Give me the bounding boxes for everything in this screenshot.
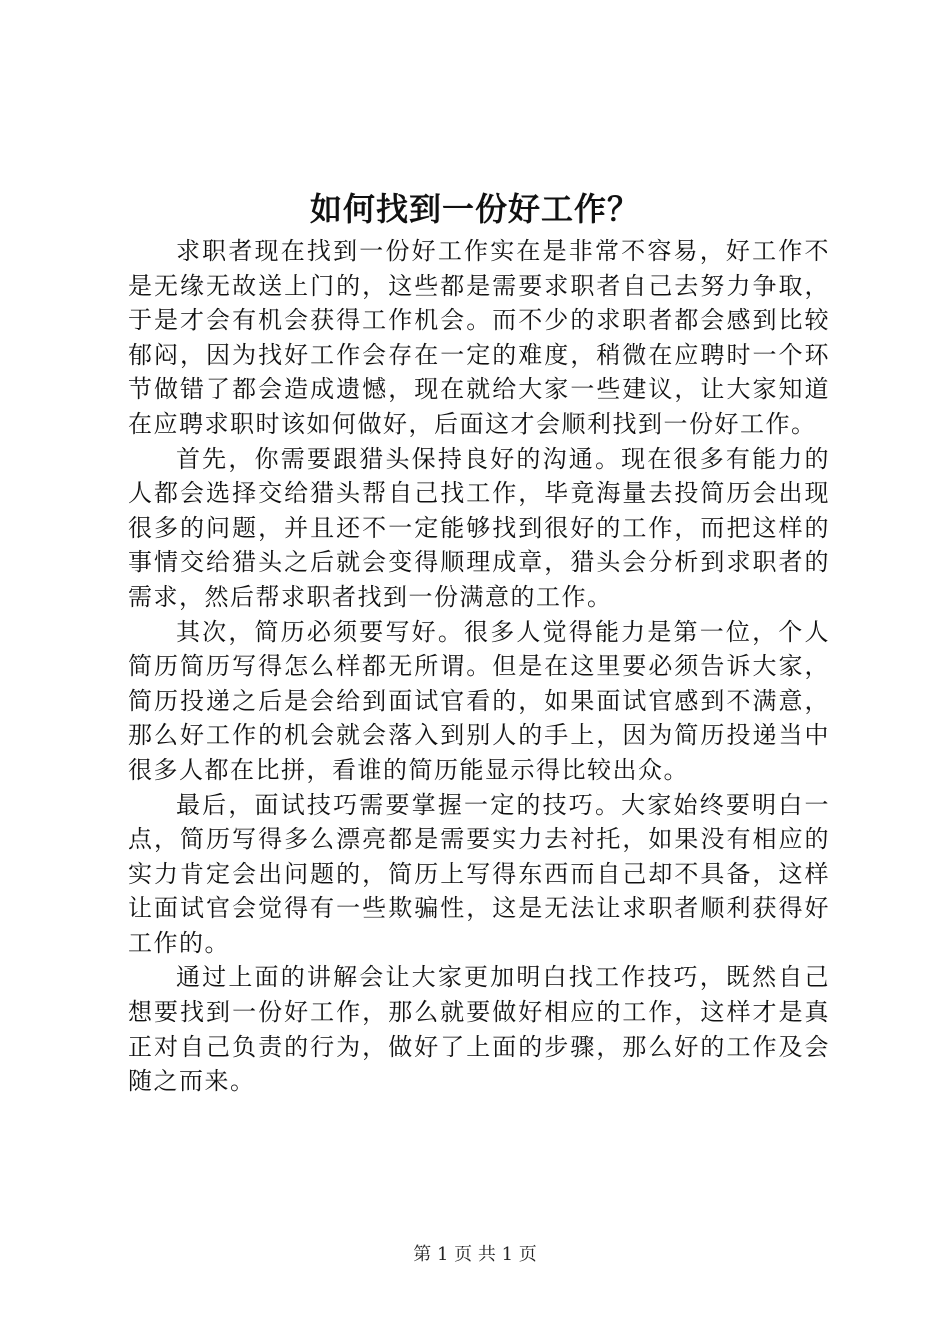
paragraph-resume: 其次，简历必须要写好。很多人觉得能力是第一位，个人简历简历写得怎么样都无所谓。但是在这里要必须告诉大家，简历投递之后是会给到面试官看的，如果面试官感到不满意，那么好工作的机会就会落入到别人的手上，因为简历投递当中很多人都在比拼，看谁的简历能显示得比较出众。 bbox=[128, 617, 830, 784]
paragraph-headhunter: 首先，你需要跟猎头保持良好的沟通。现在很多有能力的人都会选择交给猎头帮自己找工作，毕竟海量去投简历会出现很多的问题，并且还不一定能够找到很好的工作，而把这样的事情交给猎头之后就会变得顺理成章，猎头会分析到求职者的需求，然后帮求职者找到一份满意的工作。 bbox=[128, 444, 830, 611]
document-body bbox=[128, 234, 830, 1099]
paragraph-conclusion: 通过上面的讲解会让大家更加明白找工作技巧，既然自己想要找到一份好工作，那么就要做好相应的工作，这样才是真正对自己负责的行为，做好了上面的步骤，那么好的工作及会随之而来。 bbox=[128, 963, 830, 1096]
paragraph-intro: 求职者现在找到一份好工作实在是非常不容易，好工作不是无缘无故送上门的，这些都是需要求职者自己去努力争取，于是才会有机会获得工作机会。而不少的求职者都会感到比较郁闷，因为找好工作会存在一定的难度，稍微在应聘时一个环节做错了都会造成遗憾，现在就给大家一些建议，让大家知道在应聘求职时该如何做好，后面这才会顺利找到一份好工作。 bbox=[128, 237, 830, 438]
document-title: 如何找到一份好工作？ bbox=[309, 190, 640, 228]
paragraph-interview: 最后，面试技巧需要掌握一定的技巧。大家始终要明白一点，简历写得多么漂亮都是需要实力去衬托，如果没有相应的实力肯定会出问题的，简历上写得东西而自己却不具备，这样让面试官会觉得有一些欺骗性，这是无法让求职者顺利获得好工作的。 bbox=[128, 790, 830, 957]
page-footer: 第 1 页 共 1 页 bbox=[413, 1244, 537, 1265]
